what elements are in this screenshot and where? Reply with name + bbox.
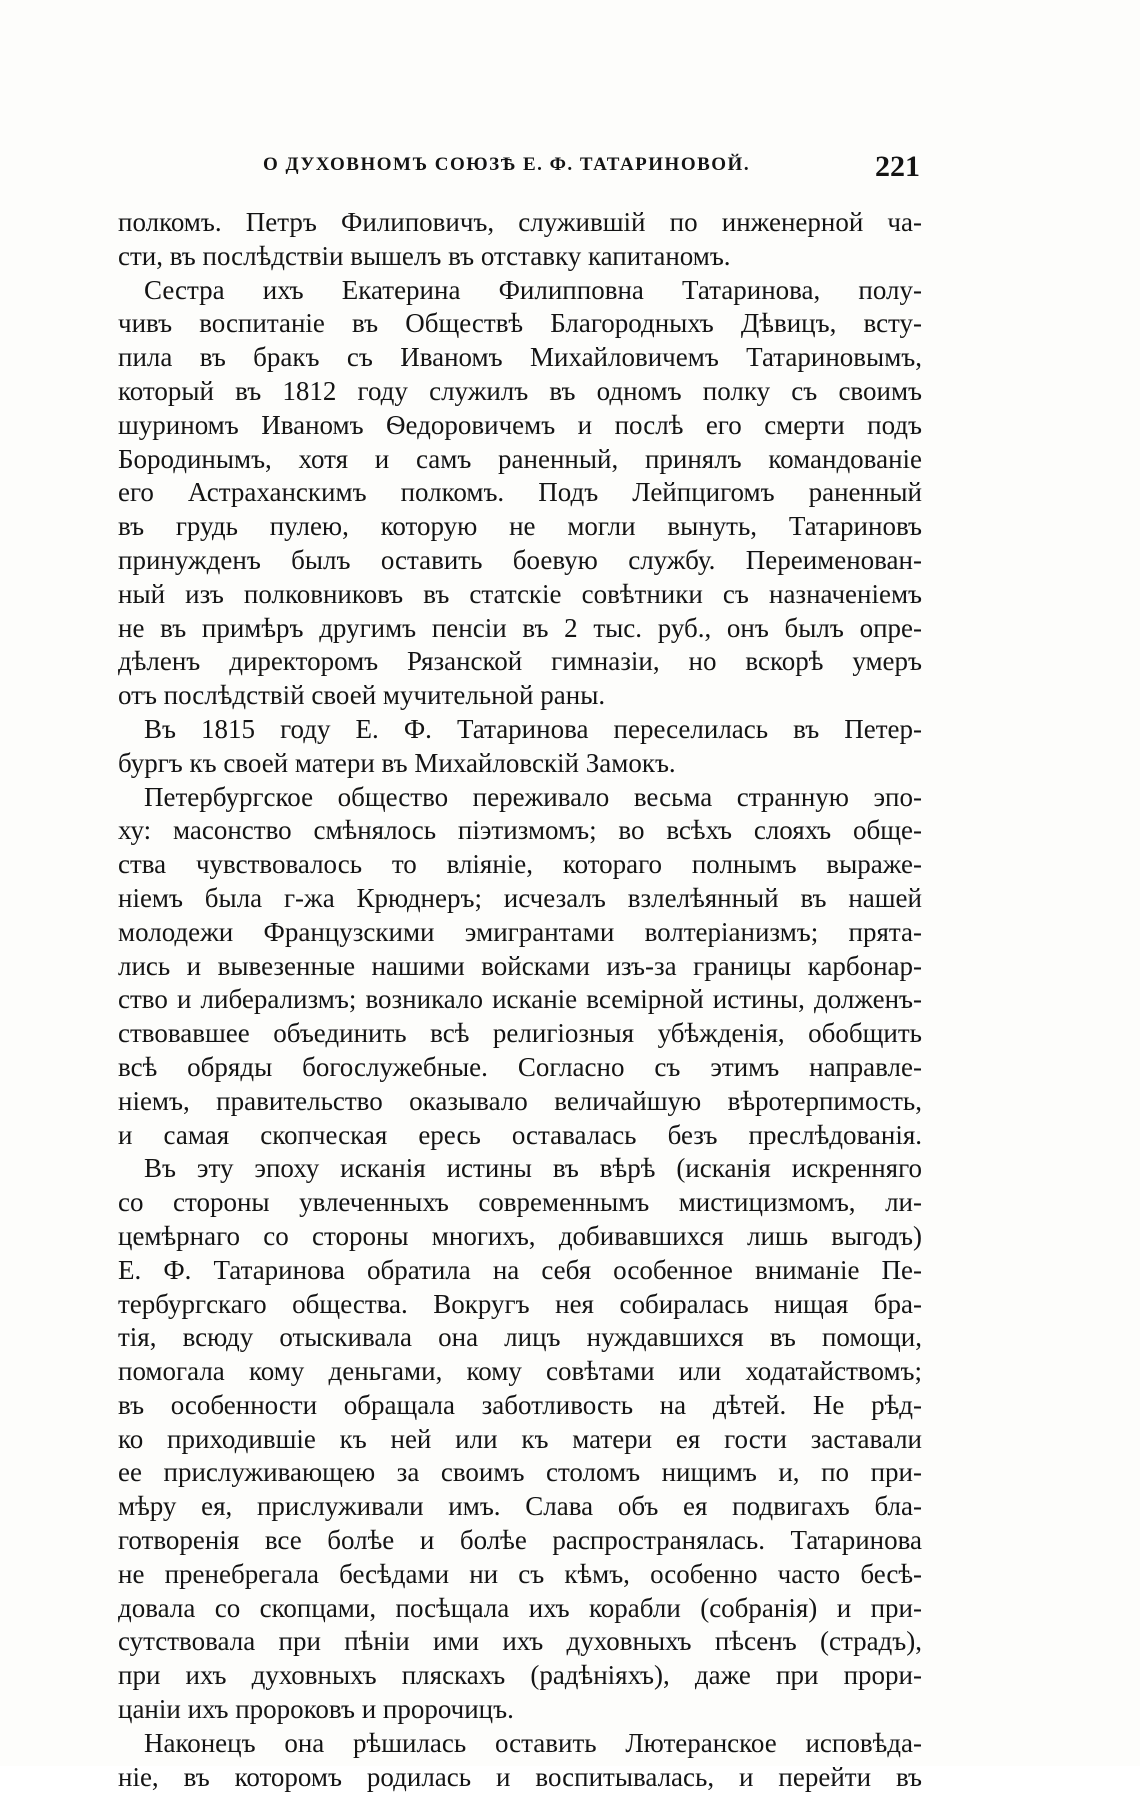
text-line: Сестра ихъ Екатерина Филипповна Татаринова, полу- [144, 274, 922, 305]
text-line: лись и вывезенные нашими войсками изъ-за границы карбонар- [118, 950, 922, 981]
text-line: въ особенности обращала заботливость на дѣтей. Не рѣд- [118, 1389, 922, 1420]
text-line: молодежи Французскими эмигрантами волтеріанизмъ; прята- [118, 916, 922, 947]
text-line: ства чувствовалось то вліяніе, котораго полнымъ выраже- [118, 849, 922, 880]
text-line: сти, въ послѣдствіи вышелъ въ отставку капитаномъ. [118, 240, 731, 271]
text-line: ный изъ полковниковъ въ статскіе совѣтники съ назначеніемъ [118, 578, 922, 609]
text-line: ніемъ, правительство оказывало величайшую вѣротерпимость, [118, 1085, 922, 1116]
text-line: дѣленъ директоромъ Рязанской гимназіи, но вскорѣ умеръ [118, 646, 922, 677]
text-line: ніе, въ которомъ родилась и воспитывалась, и перейти въ [118, 1761, 922, 1792]
body-text [118, 206, 922, 1794]
text-line: Въ эту эпоху исканія истины въ вѣрѣ (исканія искренняго [144, 1153, 922, 1184]
running-header [120, 150, 920, 190]
text-line: довала со скопцами, посѣщала ихъ корабли (собранія) и при- [118, 1592, 922, 1623]
text-line: тія, всюду отыскивала она лицъ нуждавшихся въ помощи, [118, 1322, 922, 1353]
running-title: О ДУХОВНОМЪ СОЮЗѢ Е. Ф. ТАТАРИНОВОЙ. [263, 154, 751, 175]
text-line: ее прислуживающею за своимъ столомъ нищимъ и, по при- [118, 1457, 922, 1488]
text-line: и самая скопческая ересь оставалась безъ преслѣдованія. [118, 1119, 922, 1150]
text-line: со стороны увлеченныхъ современнымъ мистицизмомъ, ли- [118, 1187, 922, 1218]
text-line: при ихъ духовныхъ пляскахъ (радѣніяхъ), даже при прори- [118, 1660, 922, 1691]
text-line: ство и либерализмъ; возникало исканіе всемірной истины, долженъ- [118, 984, 922, 1015]
text-line: готворенія все болѣе и болѣе распространялась. Татаринова [118, 1525, 922, 1556]
text-line: бургъ къ своей матери въ Михайловскій Замокъ. [118, 747, 676, 778]
text-line: не въ примѣръ другимъ пенсіи въ 2 тыс. руб., онъ былъ опре- [118, 612, 922, 643]
text-line: шуриномъ Иваномъ Ѳедоровичемъ и послѣ его смерти подъ [118, 409, 922, 440]
text-line: въ грудь пулею, которую не могли вынуть, Татариновъ [118, 511, 922, 542]
text-line: цаніи ихъ пророковъ и пророчицъ. [118, 1694, 514, 1725]
text-line: мѣру ея, прислуживали имъ. Слава объ ея подвигахъ бла- [118, 1491, 922, 1522]
page-number: 221 [875, 150, 920, 183]
text-line: ху: масонство смѣнялось піэтизмомъ; во всѣхъ слояхъ обще- [118, 815, 922, 846]
text-line: сутствовала при пѣніи ими ихъ духовныхъ пѣсенъ (страдъ), [118, 1626, 922, 1657]
text-line: всѣ обряды богослужебные. Согласно съ этимъ направле- [118, 1051, 922, 1082]
text-line: Е. Ф. Татаринова обратила на себя особенное вниманіе Пе- [118, 1254, 922, 1285]
text-line: цемѣрнаго со стороны многихъ, добивавшихся лишь выгодъ) [118, 1220, 922, 1251]
text-line: чивъ воспитаніе въ Обществѣ Благородныхъ Дѣвицъ, всту- [118, 308, 922, 339]
text-line: его Астраханскимъ полкомъ. Подъ Лейпцигомъ раненный [118, 477, 922, 508]
text-line: Петербургское общество переживало весьма странную эпо- [144, 781, 922, 812]
text-line: принужденъ былъ оставить боевую службу. Переименован- [118, 544, 922, 575]
text-line: который въ 1812 году служилъ въ одномъ полку съ своимъ [118, 375, 922, 406]
text-line: пила въ бракъ съ Иваномъ Михайловичемъ Татариновымъ, [118, 342, 922, 373]
text-line: ніемъ была г-жа Крюднеръ; исчезалъ взлелѣянный въ нашей [118, 882, 922, 913]
text-line: Въ 1815 году Е. Ф. Татаринова переселилась въ Петер- [144, 713, 922, 744]
text-line: Бородинымъ, хотя и самъ раненный, принялъ командованіе [118, 443, 922, 474]
text-line: тербургскаго общества. Вокругъ нея собиралась нищая бра- [118, 1288, 922, 1319]
text-line: ко приходившіе къ ней или къ матери ея гости заставали [118, 1423, 922, 1454]
text-line: не пренебрегала бесѣдами ни съ кѣмъ, особенно часто бесѣ- [118, 1558, 922, 1589]
text-line: Наконецъ она рѣшилась оставить Лютеранское исповѣда- [144, 1727, 922, 1758]
text-line: полкомъ. Петръ Филиповичъ, служившій по инженерной ча- [118, 207, 922, 237]
text-line: отъ послѣдствій своей мучительной раны. [118, 680, 606, 711]
text-line: ствовавшее объединить всѣ религіозныя убѣжденія, обобщить [118, 1018, 922, 1049]
text-line: помогала кому деньгами, кому совѣтами или ходатайствомъ; [118, 1356, 922, 1387]
